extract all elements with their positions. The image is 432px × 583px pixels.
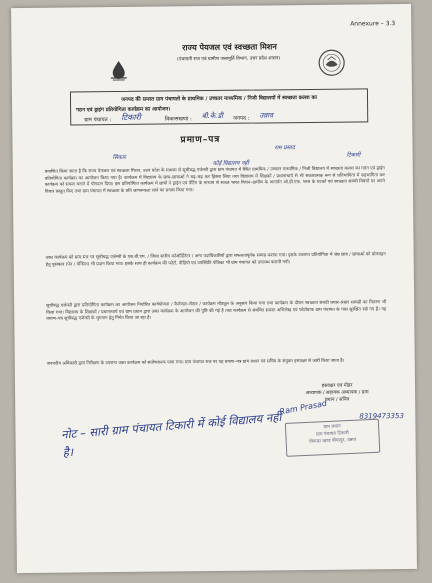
- annexure-label: Annexure – 3.3: [350, 20, 396, 28]
- paragraph-1: प्रमाणित किया जाता है कि राज्य पेयजल एवं स्वच्छता मिशन, उत्तर प्रदेश के माध्यम से सूचीबद्ध एजेन्सी द्वारा ग्राम पंचायत में स्थित प्राथमिक / उच्चतर माध्यमिक / निजी विद्यालय में स्वच्छता कलश का गठन एवं ड्राइंग प्रतियोगिता कार्यक्रम का आयोजन किया गया है। कार्यक्रम में विद्यालय के छात्र–छात्राओं ने बढ़–चढ़ कर हिस्सा लिया तथा विद्यालय में शिक्षकों / प्रधानाचार्य से भी सकारात्मक रूप से प्रतिभागिता में सहभागिता कर कार्यक्रम को सफल बनाने में योगदान दिया। इस प्रतियोगिता कार्यक्रम में छात्रों ने ड्राइंग एवं पेंटिंग के माध्यम से स्वच्छ भारत मिशन–ग्रामीण के अन्तर्गत ओ.डी.एफ. प्लस के घटकों एवं स्वच्छता संबंधी विषयों पर अपने विचार प्रस्तुत किए तथा ग्राम पंचायत में स्वच्छता के प्रति जागरूकता लाने का प्रयास किया गया।: [44, 166, 385, 195]
- paragraph-4: जनपदीय अधिकारी द्वारा निरीक्षण के उपरान्त उक्त कार्यक्रम को संतोषजनक पाया गया। ग्राम पंचायत स्तर पर यह प्रमाण–पत्र ग्राम प्रधान एवं सचिव के संयुक्त हस्ताक्षर से जारी किया जाता है।: [46, 358, 345, 367]
- certificate-title: प्रमाण–पत्र: [180, 134, 221, 146]
- signature-block: [277, 382, 397, 404]
- paragraph-2: उक्त कार्यक्रम को ग्राम स्तर पर सूचीबद्ध एजेन्सी के एस.बी.एम. / जिला स्तरीय कोऑर्डिनेटर / अन्य पदाधिकारियों द्वारा सफलतापूर्वक सम्पन्न कराया गया। इसके उपरान्त प्रतियोगिता में श्रेष्ठ छात्र / छात्राओं को प्रोत्साहन हेतु पुरस्कार (पेन / पेन्सिल) भी प्रदान किया गया। इसके साथ ही कार्यक्रम की फोटो, वीडियो एवं उपस्थिति पंजिका भी ग्राम पंचायत को उपलब्ध करायी गयी।: [45, 252, 386, 268]
- up-state-emblem-icon: [317, 49, 345, 77]
- stamp-line-2: ग्राम पंचायत टिकारी: [315, 431, 349, 438]
- mission-subtitle: (पंचायती राज एवं ग्रामीण जलापूर्ति विभाग, उत्तर प्रदेश शासन): [177, 56, 281, 63]
- subject-line-1: जनपद की समस्त ग्राम पंचायतों के प्राथमिक / उच्चतर माध्यमिक / निजी विद्यालयों में स्वच्छता कलश का: [121, 94, 317, 103]
- school-code-fill: सिकार: [112, 154, 126, 162]
- official-stamp: [285, 419, 380, 457]
- paragraph-3: सूचीबद्ध एजेन्सी द्वारा प्रतियोगिता कार्यक्रम का आयोजन निर्धारित कार्ययोजना / कैलेण्डर–रोस्टर / कार्यक्रम मॉड्यूल के अनुसार किया गया तथा कार्यक्रम के दौरान स्वच्छता संबंधी प्रचार–प्रसार सामग्री का वितरण भी किया गया। विद्यालय के शिक्षकों / प्रधानाचार्य एवं ग्राम प्रधान द्वारा उक्त कार्यक्रम के आयोजन की पुष्टि की गई है तथा कार्यक्रम से संबंधित समस्त अभिलेख एवं फोटोग्राफ ग्राम पंचायत के पास सुरक्षित रखे गए हैं। यह प्रमाण–पत्र सूचीबद्ध एजेन्सी के भुगतान हेतु निर्गत किया जा रहा है।: [46, 300, 387, 322]
- handwritten-signature: Ram Prasad: [278, 398, 328, 417]
- subject-line-2: गठन एवं ड्राइंग प्रतियोगिता कार्यक्रम का आयोजन।: [76, 106, 171, 114]
- district-label: जनपद :: [233, 115, 250, 122]
- certificate-page: [11, 4, 417, 573]
- signature-line-1: हस्ताक्षर एवं मोहर: [321, 383, 353, 389]
- gram-panchayat-value: टिकारी: [121, 112, 141, 122]
- stamp-line-3: विकास खण्ड बीघापुर, उन्नाव: [309, 437, 357, 445]
- principal-fill: राम प्रसाद: [274, 145, 295, 152]
- signature-line-3: प्रधान / सचिव: [324, 397, 350, 403]
- signature-line-2: अध्यापक / सहायक अध्यापक / ग्राम: [305, 390, 369, 397]
- mission-title: राज्य पेयजल एवं स्वच्छता मिशन: [182, 41, 277, 53]
- school-name-fill: कोई विद्यालय नहीं: [212, 160, 249, 168]
- block-label: विकासखण्ड :: [164, 116, 192, 123]
- district-value: उन्नाव: [259, 111, 274, 120]
- block-value: बी.के.डी: [201, 111, 224, 121]
- gram-fill: टिकारी: [346, 152, 361, 159]
- handwritten-phone: 8319473353: [359, 412, 404, 421]
- handwritten-note: नोट – सारी ग्राम पंचायत टिकारी में कोई विद्यालय नहीं है।: [60, 409, 282, 460]
- gram-panchayat-label: ग्राम पंचायत :: [84, 117, 112, 124]
- stamp-line-1: ग्राम प्रधान: [323, 424, 341, 431]
